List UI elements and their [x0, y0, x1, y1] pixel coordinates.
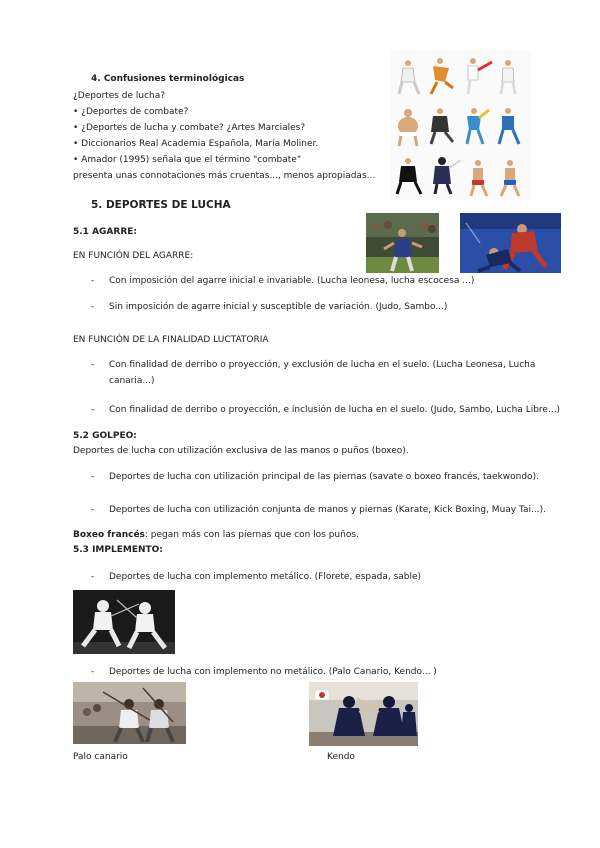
implemento-item-metal: Deportes de lucha con implemento metálico. (Florete, espada, sable) [109, 572, 422, 582]
golpeo-intro: Deportes de lucha con utilización exclusiva de las manos o puños (boxeo). [73, 446, 409, 456]
golpeo-note-bold: Boxeo francés [73, 530, 145, 540]
agarre-item2-1-line1: Con finalidad de derribo o proyección, y exclusión de lucha en el suelo. (Lucha Leonesa, Lucha [109, 360, 536, 370]
kendo-photo [309, 682, 418, 746]
section4-line-6: presenta unas connotaciones más cruentas..., menos apropiadas... [73, 171, 376, 181]
agarre-sub2: EN FUNCIÓN DE LA FINALIDAD LUCTATORIA [73, 335, 269, 345]
agarre-sub1: EN FUNCIÓN DEL AGARRE: [73, 251, 194, 261]
agarre-item1-1: Con imposición del agarre inicial e invariable. (Lucha leonesa, lucha escocesa ...) [109, 276, 475, 286]
agarre-item2-1-line2: canaria...) [109, 376, 155, 386]
palo-canario-photo [73, 682, 186, 744]
dash: - [91, 405, 95, 415]
dash: - [91, 276, 95, 286]
dash: - [91, 505, 95, 515]
golpeo-item-1: Deportes de lucha con utilización principal de las piernas (savate o boxeo francés, taekwondo). [109, 472, 539, 482]
dash: - [91, 360, 95, 370]
dash: - [91, 302, 95, 312]
implemento-title: 5.3 IMPLEMENTO: [73, 545, 163, 555]
golpeo-title: 5.2 GOLPEO: [73, 431, 137, 441]
fencing-photo [73, 590, 175, 654]
section4-line-4: • Diccionarios Real Academia Española, María Moliner. [73, 139, 319, 149]
martial-arts-figures-image [391, 50, 531, 200]
section4-line-2: • ¿Deportes de combate? [73, 107, 189, 117]
golpeo-note [73, 530, 359, 540]
agarre-item1-2: Sin imposición de agarre inicial y susceptible de variación. (Judo, Sambo...) [109, 302, 448, 312]
dash: - [91, 572, 95, 582]
golpeo-item-2: Deportes de lucha con utilización conjunta de manos y piernas (Karate, Kick Boxing, Muay Tai...). [109, 505, 546, 515]
caption-palo-canario: Palo canario [73, 752, 128, 762]
agarre-item2-2: Con finalidad de derribo o proyección, e inclusión de lucha en el suelo. (Judo, Sambo, Lucha Libre...) [109, 405, 561, 415]
dash: - [91, 472, 95, 482]
implemento-item-nonmetal: Deportes de lucha con implemento no metálico. (Palo Canario, Kendo... ) [109, 667, 437, 677]
agarre-title: 5.1 AGARRE: [73, 227, 138, 237]
golpeo-note-rest: : pegan más con las piernas que con los puños. [144, 530, 359, 540]
caption-kendo: Kendo [327, 752, 355, 762]
dash: - [91, 667, 95, 677]
section4-line-1: ¿Deportes de lucha? [73, 91, 166, 101]
lucha-leonesa-photo [366, 213, 439, 273]
section4-line-3: • ¿Deportes de lucha y combate? ¿Artes Marciales? [73, 123, 306, 133]
section4-title: 4. Confusiones terminológicas [91, 74, 245, 84]
section5-title: 5. DEPORTES DE LUCHA [91, 199, 231, 211]
sambo-photo [460, 213, 561, 273]
section4-line-5: • Amador (1995) señala que el término "combate" [73, 155, 301, 165]
